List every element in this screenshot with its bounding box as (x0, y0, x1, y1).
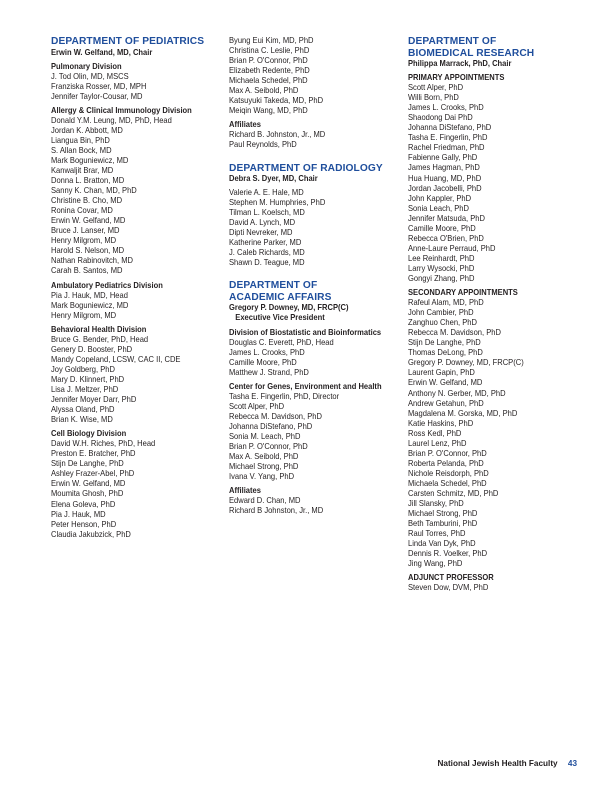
faculty-member: Mark Boguniewicz, MD (51, 155, 129, 165)
faculty-member: Nichole Reisdorph, PhD (408, 468, 489, 478)
page-number: 43 (567, 759, 577, 768)
faculty-member: Erwin W. Gelfand, MD (51, 216, 126, 226)
faculty-member: Stijn De Langhe, PhD (51, 459, 124, 469)
faculty-member: Henry Milgrom, MD (51, 310, 117, 320)
faculty-member: Ronina Covar, MD (51, 206, 113, 216)
faculty-member: Brian P. O'Connor, PhD (229, 56, 308, 66)
faculty-member: Rebecca M. Davidson, PhD (229, 411, 322, 421)
faculty-member: Richard B Johnston, Jr., MD (229, 506, 324, 516)
faculty-member: Brian K. Wise, MD (51, 415, 113, 425)
faculty-member: Max A. Seibold, PhD (229, 452, 299, 462)
faculty-member: Linda Van Dyk, PhD (408, 539, 476, 549)
faculty-member: Jennifer Moyer Darr, PhD (51, 395, 137, 405)
faculty-member: James Hagman, PhD (408, 163, 480, 173)
faculty-member: Ross Kedl, PhD (408, 428, 462, 438)
faculty-member: J. Caleb Richards, MD (229, 248, 305, 258)
faculty-member: Rebecca M. Davidson, PhD (408, 328, 501, 338)
faculty-member: Paul Reynolds, PhD (229, 140, 297, 150)
faculty-member: Donald Y.M. Leung, MD, PhD, Head (51, 115, 172, 125)
department-title: DEPARTMENT OF (229, 280, 318, 292)
faculty-member: Sonia M. Leach, PhD (229, 432, 301, 441)
faculty-member: Rafeul Alam, MD, PhD (408, 298, 484, 308)
faculty-member: Laurent Gapin, PhD (408, 368, 475, 378)
faculty-member: Genery D. Booster, PhD (51, 344, 133, 354)
faculty-member: Tasha E. Fingerlin, PhD (408, 133, 488, 143)
faculty-member: Katie Haskins, PhD (408, 418, 474, 428)
faculty-member: Brian P. O'Connor, PhD (408, 448, 487, 458)
faculty-member: Moumita Ghosh, PhD (51, 489, 124, 499)
faculty-member: Michael Strong, PhD (408, 509, 478, 519)
section-heading: Center for Genes, Environment and Health (229, 381, 382, 391)
faculty-member: Dipti Nevreker, MD (229, 228, 293, 238)
faculty-member: Max A. Seibold, PhD (229, 86, 299, 96)
faculty-member: Fabienne Gally, PhD (408, 153, 478, 163)
faculty-member: Anne-Laure Perraud, PhD (408, 243, 496, 253)
column-right (408, 36, 593, 593)
faculty-member: Mary D. Klinnert, PhD (51, 374, 125, 384)
department-title: DEPARTMENT OF (408, 36, 497, 47)
section-heading: Pulmonary Division (51, 61, 122, 71)
column-middle (229, 36, 399, 516)
section-heading: Cell Biology Division (51, 429, 127, 439)
faculty-member: Jill Slansky, PhD (408, 499, 464, 509)
section-heading: SECONDARY APPOINTMENTS (408, 288, 518, 298)
faculty-member: Rebecca O'Brien, PhD (408, 233, 484, 243)
faculty-member: Carsten Schmitz, MD, PhD (408, 488, 499, 498)
faculty-member: Bruce G. Bender, PhD, Head (51, 334, 149, 344)
faculty-member: Katherine Parker, MD (229, 238, 302, 248)
faculty-member: Scott Alper, PhD (408, 83, 464, 93)
faculty-member: Douglas C. Everett, PhD, Head (229, 337, 334, 347)
footer-publication: National Jewish Health Faculty (437, 759, 558, 768)
section-heading: Debra S. Dyer, MD, Chair (229, 174, 318, 184)
section-heading: Ambulatory Pediatrics Division (51, 280, 163, 290)
faculty-member: Shaodong Dai PhD (408, 113, 473, 123)
faculty-member: Hua Huang, MD, PhD (408, 173, 482, 183)
faculty-member: Sanny K. Chan, MD, PhD (51, 186, 137, 196)
faculty-member: Andrew Getahun, PhD (408, 398, 484, 408)
faculty-member: Willi Born, PhD (408, 93, 459, 103)
faculty-member: Stephen M. Humphries, PhD (229, 198, 326, 208)
section-heading: Philippa Marrack, PhD, Chair (408, 59, 512, 68)
faculty-member: Thomas DeLong, PhD (408, 348, 483, 358)
faculty-member: Katsuyuki Takeda, MD, PhD (229, 96, 324, 106)
faculty-member: J. Tod Olin, MD, MSCS (51, 71, 129, 81)
faculty-member: David W.H. Riches, PhD, Head (51, 439, 156, 449)
faculty-member: Laurel Lenz, PhD (408, 438, 467, 448)
faculty-member: Franziska Rosser, MD, MPH (51, 81, 147, 91)
page-footer (0, 759, 577, 768)
faculty-member: Raul Torres, PhD (408, 529, 466, 539)
faculty-member: Jordan K. Abbott, MD (51, 125, 123, 135)
name-list (229, 36, 389, 163)
faculty-member: Beth Tamburini, PhD (408, 519, 478, 529)
faculty-member: Anthony N. Gerber, MD, PhD (408, 388, 506, 398)
faculty-member: Ashley Frazer-Abel, PhD (51, 469, 135, 479)
faculty-member: Dennis R. Voelker, PhD (408, 549, 488, 559)
faculty-member: Steven Dow, DVM, PhD (408, 583, 489, 593)
faculty-member: Liangua Bin, PhD (51, 135, 110, 145)
faculty-member: Tilman L. Koelsch, MD (229, 208, 305, 218)
section-heading: Division of Biostatistic and Bioinformatics (229, 327, 382, 337)
department-title: BIOMEDICAL RESEARCH (408, 47, 535, 59)
faculty-member: Sonia Leach, PhD (408, 203, 469, 213)
faculty-member: Alyssa Oland, PhD (51, 405, 115, 415)
faculty-member: Claudia Jakubzick, PhD (51, 529, 131, 539)
faculty-member: John Kappler, PhD (408, 193, 472, 203)
faculty-member: Peter Henson, PhD (51, 519, 117, 529)
faculty-member: James L. Crooks, PhD (229, 347, 305, 357)
faculty-member: Nathan Rabinovitch, MD (51, 256, 133, 266)
faculty-member: S. Allan Bock, MD (51, 145, 112, 155)
faculty-member: Lee Reinhardt, PhD (408, 253, 475, 263)
section-heading: Affiliates (229, 120, 261, 130)
faculty-member: Richard B. Johnston, Jr., MD (229, 130, 326, 140)
faculty-member: Stijn De Langhe, PhD (408, 338, 481, 348)
faculty-member: Erwin W. Gelfand, MD (408, 378, 483, 388)
faculty-member: Gongyi Zhang, PhD (408, 273, 475, 283)
section-heading: Erwin W. Gelfand, MD, Chair (51, 47, 153, 57)
section-heading: Affiliates (229, 486, 261, 496)
faculty-member: Rachel Friedman, PhD (408, 143, 485, 153)
name-list (229, 174, 389, 280)
faculty-member: James L. Crooks, PhD (408, 103, 484, 113)
name-list (229, 303, 389, 516)
name-list (408, 59, 582, 593)
department-title: DEPARTMENT OF RADIOLOGY (229, 162, 383, 174)
faculty-member: Christine B. Cho, MD (51, 196, 123, 206)
faculty-member: Henry Milgrom, MD (51, 236, 117, 246)
department-title: ACADEMIC AFFAIRS (229, 291, 332, 303)
faculty-member: Mark Boguniewicz, MD (51, 300, 129, 310)
faculty-member: Joy Goldberg, PhD (51, 364, 115, 374)
faculty-member: Donna L. Bratton, MD (51, 176, 125, 186)
faculty-member: Valerie A. E. Hale, MD (229, 188, 304, 198)
faculty-member: Jennifer Matsuda, PhD (408, 213, 485, 223)
faculty-member: Byung Eui Kim, MD, PhD (229, 36, 314, 45)
column-left (51, 36, 221, 540)
faculty-member: Zanghuo Chen, PhD (408, 318, 477, 328)
faculty-member: Mandy Copeland, LCSW, CAC II, CDE (51, 354, 181, 364)
faculty-member: Brian P. O'Connor, PhD (229, 442, 308, 452)
faculty-member: Elena Goleva, PhD (51, 499, 116, 509)
faculty-member: Preston E. Bratcher, PhD (51, 449, 136, 459)
faculty-member: Pia J. Hauk, MD (51, 509, 106, 519)
faculty-member: Johanna DiStefano, PhD (229, 421, 313, 431)
faculty-member: Bruce J. Lanser, MD (51, 226, 120, 236)
section-heading: ADJUNCT PROFESSOR (408, 573, 494, 583)
faculty-member: Johanna DiStefano, PhD (408, 123, 492, 133)
faculty-member: Shawn D. Teague, MD (229, 258, 305, 268)
faculty-member: Tasha E. Fingerlin, PhD, Director (229, 391, 340, 401)
faculty-member: Elizabeth Redente, PhD (229, 66, 310, 76)
faculty-member: Carah B. Santos, MD (51, 266, 123, 276)
section-heading: Behavioral Health Division (51, 324, 147, 334)
section-heading: Executive Vice President (229, 313, 325, 323)
spacer (229, 268, 389, 280)
faculty-member: Ivana V. Yang, PhD (229, 472, 295, 482)
faculty-member: Christina C. Leslie, PhD (229, 46, 310, 56)
faculty-member: Erwin W. Gelfand, MD (51, 479, 126, 489)
department-title: DEPARTMENT OF PEDIATRICS (51, 36, 205, 47)
section-heading: Gregory P. Downey, MD, FRCP(C) (229, 303, 349, 313)
faculty-member: Michael Strong, PhD (229, 462, 299, 472)
faculty-member: Jennifer Taylor-Cousar, MD (51, 91, 143, 101)
section-heading: Allergy & Clinical Immunology Division (51, 105, 192, 115)
section-heading: PRIMARY APPOINTMENTS (408, 73, 505, 83)
spacer (229, 151, 389, 163)
faculty-member: Harold S. Nelson, MD (51, 246, 125, 256)
faculty-member: Michaela Schedel, PhD (229, 76, 308, 86)
faculty-member: Lisa J. Meltzer, PhD (51, 385, 119, 394)
faculty-member: Scott Alper, PhD (229, 401, 285, 411)
faculty-member: Gregory P. Downey, MD, FRCP(C) (408, 358, 524, 368)
faculty-member: Edward D. Chan, MD (229, 496, 301, 506)
faculty-member: Meiqin Wang, MD, PhD (229, 106, 308, 116)
faculty-member: Magdalena M. Gorska, MD, PhD (408, 408, 518, 418)
faculty-member: John Cambier, PhD (408, 308, 474, 318)
faculty-member: Camille Moore, PhD (229, 357, 297, 367)
faculty-member: Larry Wysocki, PhD (408, 263, 475, 273)
faculty-member: Pia J. Hauk, MD, Head (51, 290, 128, 300)
faculty-member: Michaela Schedel, PhD (408, 478, 487, 488)
faculty-member: David A. Lynch, MD (229, 218, 296, 228)
faculty-member: Jing Wang, PhD (408, 559, 463, 569)
faculty-member: Matthew J. Strand, PhD (229, 367, 309, 377)
faculty-member: Jordan Jacobelli, PhD (408, 183, 482, 193)
faculty-member: Camille Moore, PhD (408, 223, 476, 233)
faculty-member: Roberta Pelanda, PhD (408, 458, 484, 468)
faculty-member: Kanwaljit Brar, MD (51, 166, 114, 176)
name-list (51, 48, 211, 540)
